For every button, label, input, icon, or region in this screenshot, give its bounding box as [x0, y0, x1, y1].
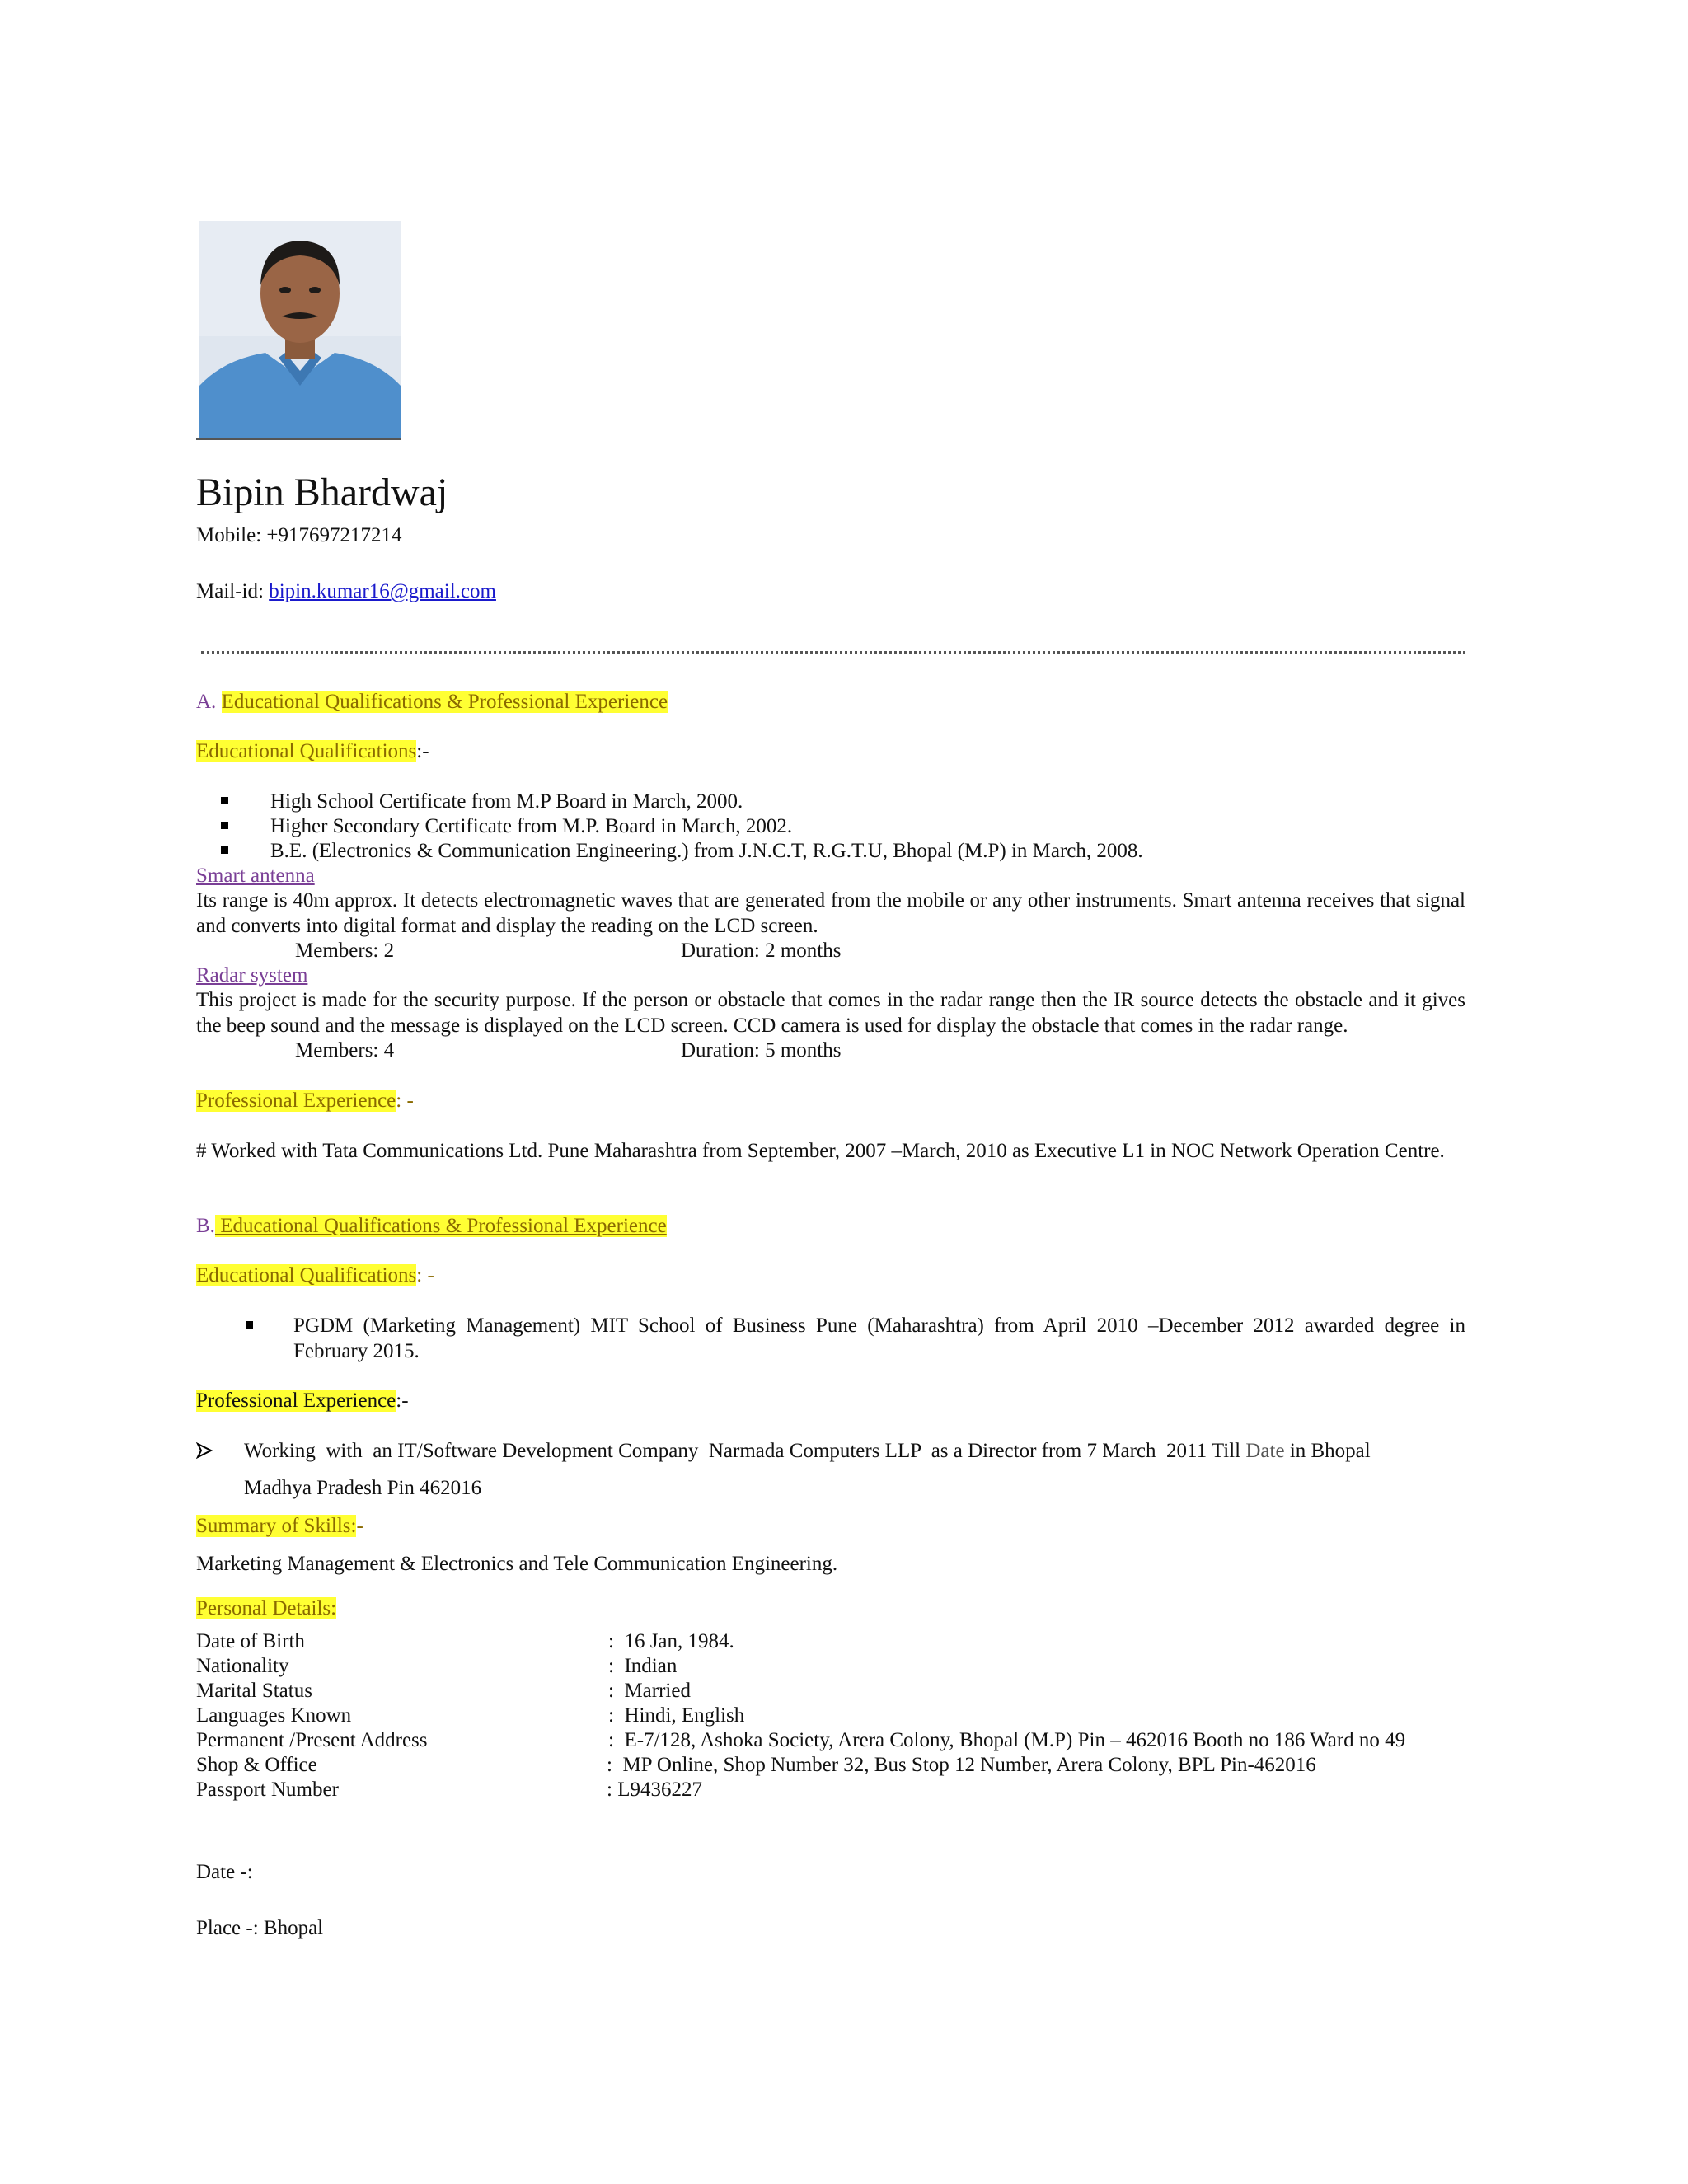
- dotted-separator: [201, 651, 1465, 654]
- bullet-icon: [221, 797, 228, 804]
- edu-label-b: Educational Qualifications: [196, 1264, 417, 1286]
- section-a-letter: A.: [196, 691, 222, 713]
- prof-suffix-b: :-: [396, 1390, 409, 1412]
- edu-suffix-a: :-: [416, 740, 429, 762]
- skills-heading: [196, 1513, 363, 1539]
- prof-suffix-a: : -: [396, 1090, 414, 1112]
- prof-heading-a: [196, 1088, 414, 1113]
- personal-value: : Hindi, English: [608, 1704, 745, 1727]
- prof-label-b: Professional Experience: [196, 1390, 396, 1412]
- edu-suffix-b: : -: [416, 1264, 434, 1286]
- skills-suffix: -: [356, 1515, 363, 1537]
- prof-label-a: Professional Experience: [196, 1090, 396, 1112]
- project-desc: Its range is 40m approx. It detects electromagnetic waves that are generated from the mobile or any other instruments. Smart antenna receives that signal and converts into digital format and display the reading on the LCD screen.: [196, 889, 1465, 937]
- prof-text-a: # Worked with Tata Communications Ltd. Pune Maharashtra from September, 2007 –March, 2010 as Executive L1 in NOC Network Operation Centre.: [196, 1140, 1445, 1162]
- profile-photo: [199, 221, 401, 438]
- candidate-name: Bipin Bhardwaj: [196, 471, 448, 514]
- email-line: [196, 579, 496, 604]
- personal-key: Permanent /Present Address: [196, 1729, 428, 1751]
- footer-place: Place -: Bhopal: [196, 1917, 324, 1939]
- personal-value: : 16 Jan, 1984.: [608, 1630, 734, 1652]
- personal-key: Languages Known: [196, 1704, 352, 1727]
- arrow-bullet-icon: [196, 1442, 213, 1463]
- personal-key: Date of Birth: [196, 1630, 305, 1652]
- photo-underline: [196, 438, 401, 440]
- bullet-icon: [221, 822, 228, 829]
- personal-label: Personal Details:: [196, 1597, 337, 1619]
- edu-heading-b: [196, 1263, 434, 1288]
- project-members: Members: 4: [295, 1039, 395, 1062]
- prof-line-b-part2: in Bhopal: [1284, 1440, 1371, 1462]
- section-b-title: Educational Qualifications & Professional Experience: [214, 1215, 667, 1237]
- section-b-letter: B.: [196, 1215, 215, 1237]
- prof-line-b-2: Madhya Pradesh Pin 462016: [244, 1477, 482, 1499]
- edu-heading-a: [196, 738, 429, 764]
- personal-value: : E-7/128, Ashoka Society, Arera Colony, Bhopal (M.P) Pin – 462016 Booth no 186 Ward no 49: [608, 1729, 1406, 1751]
- section-a-heading: [196, 689, 668, 715]
- prof-line-b: [244, 1438, 1371, 1464]
- personal-value: : L9436227: [607, 1779, 702, 1801]
- section-b-heading: [196, 1213, 667, 1239]
- project-members: Members: 2: [295, 940, 395, 962]
- project-duration: Duration: 5 months: [681, 1039, 842, 1062]
- section-a-title: Educational Qualifications & Professional Experience: [221, 691, 668, 713]
- skills-label: Summary of Skills:: [196, 1515, 357, 1537]
- personal-heading: [196, 1596, 336, 1621]
- prof-line-b-date: Date: [1245, 1440, 1285, 1462]
- project-title-smart-antenna: Smart antenna: [196, 865, 315, 887]
- personal-value: : Married: [608, 1680, 691, 1702]
- prof-heading-b: [196, 1388, 409, 1413]
- edu-item-b: PGDM (Marketing Management) MIT School of Business Pune (Maharashtra) from April 2010 –December 2012 awarded degree in February 2015.: [293, 1315, 1465, 1362]
- footer-date: Date -:: [196, 1861, 253, 1883]
- email-label: Mail-id:: [196, 580, 270, 602]
- edu-label-a: Educational Qualifications: [196, 740, 417, 762]
- edu-item: High School Certificate from M.P Board in March, 2000.: [270, 790, 743, 813]
- personal-key: Passport Number: [196, 1779, 339, 1801]
- personal-value: : MP Online, Shop Number 32, Bus Stop 12 Number, Arera Colony, BPL Pin-462016: [607, 1754, 1316, 1776]
- personal-value: : Indian: [608, 1655, 678, 1677]
- personal-key: Nationality: [196, 1655, 289, 1677]
- prof-line-b-part1: Working with an IT/Software Development Company Narmada Computers LLP as a Director from 7 March 2011 Till: [244, 1440, 1246, 1462]
- project-title-radar-system: Radar system: [196, 964, 308, 987]
- project-desc: This project is made for the security purpose. If the person or obstacle that comes in the radar range then the IR source detects the obstacle and it gives the beep sound and the message is displayed on the LCD screen. CCD camera is used for display the obstacle that comes in the radar range.: [196, 989, 1465, 1037]
- bullet-icon: [246, 1321, 253, 1329]
- personal-key: Marital Status: [196, 1680, 312, 1702]
- personal-key: Shop & Office: [196, 1754, 317, 1776]
- email-link[interactable]: bipin.kumar16@gmail.com: [269, 580, 496, 602]
- skills-text: Marketing Management & Electronics and Tele Communication Engineering.: [196, 1553, 838, 1575]
- mobile-number: Mobile: +917697217214: [196, 524, 402, 546]
- edu-item: B.E. (Electronics & Communication Engineering.) from J.N.C.T, R.G.T.U, Bhopal (M.P) in March, 2008.: [270, 840, 1143, 862]
- project-duration: Duration: 2 months: [681, 940, 842, 962]
- bullet-icon: [221, 846, 228, 854]
- edu-item: Higher Secondary Certificate from M.P. Board in March, 2002.: [270, 815, 793, 837]
